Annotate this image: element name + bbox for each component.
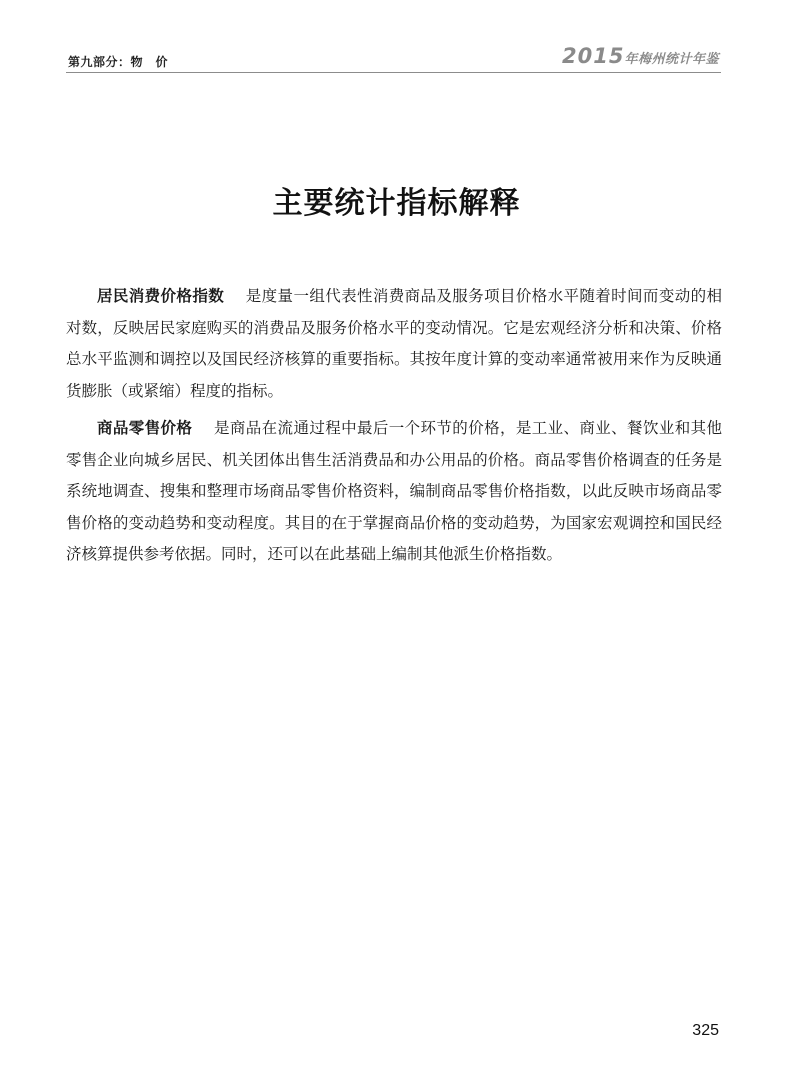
definition-term: 商品零售价格 [97, 419, 193, 437]
running-header-section: 第九部分：物 价 [68, 55, 169, 69]
definition-paragraph-retail-price [66, 413, 722, 571]
definition-text: 是商品在流通过程中最后一个环节的价格，是工业、商业、餐饮业和其他零售企业向城乡居民、机关团体出售生活消费品和办公用品的价格。商品零售价格调查的任务是系统地调查、搜集和整理市场商品零售价格资料，编制商品零售价格指数，以此反映市场商品零售价格的变动趋势和变动程度。其目的在于掌握商品价格的变动趋势，为国家宏观调控和国民经济核算提供参考依据。同时，还可以在此基础上编制其他派生价格指数。 [66, 419, 722, 563]
definition-text: 是度量一组代表性消费商品及服务项目价格水平随着时间而变动的相对数，反映居民家庭购买的消费品及服务价格水平的变动情况。它是宏观经济分析和决策、价格总水平监测和调控以及国民经济核算的重要指标。其按年度计算的变动率通常被用来作为反映通货膨胀（或紧缩）程度的指标。 [66, 287, 722, 400]
definition-paragraph-cpi [66, 281, 722, 407]
page-title: 主要统计指标解释 [272, 186, 521, 221]
page-number: 325 [692, 1022, 719, 1039]
yearbook-year: 2015 [562, 44, 625, 68]
definition-term: 居民消费价格指数 [97, 287, 225, 305]
header-divider [66, 72, 721, 73]
running-header-yearbook [562, 44, 719, 68]
definitions-body [66, 281, 722, 577]
yearbook-name: 年梅州统计年鉴 [624, 52, 719, 67]
